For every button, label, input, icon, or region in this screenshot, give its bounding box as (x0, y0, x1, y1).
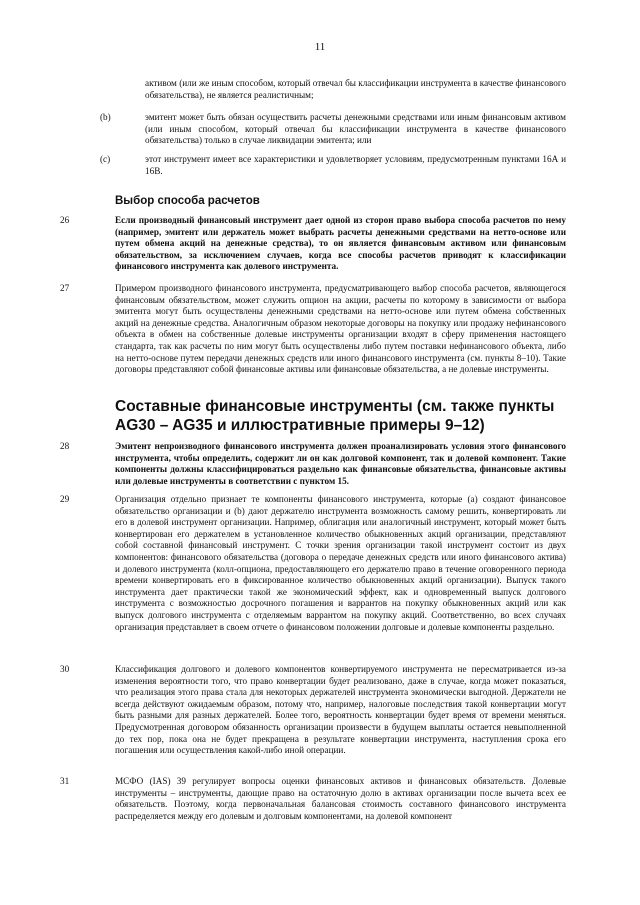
paragraph-number: 27 (60, 283, 70, 293)
sub-item-b (60, 112, 566, 147)
paragraph-29 (60, 494, 566, 633)
section-heading: Составные финансовые инструменты (см. также пункты AG30 – AG35 и иллюстративные примеры 9–12) (115, 398, 555, 434)
sub-item-text: активом (или же иным способом, который отвечал бы классификации инструмента в качестве финансового обязательства), не является реалистичным; (145, 78, 566, 100)
paragraph-number: 29 (60, 494, 70, 504)
paragraph-text: Эмитент непроизводного финансового инструмента должен проанализировать условия этого финансового инструмента, чтобы определить, содержит ли он как долговой компонент, так и долевой компонент. Такие компоненты должны классифицироваться раздельно как финансовые обязательства, финансовые активы или долевые инструменты в соответствии с пунктом 15. (115, 441, 566, 486)
sub-item-text: эмитент может быть обязан осуществить расчеты денежными средствами или иным финансовым активом (или иным способом, который отвечал бы классификации инструмента в качестве финансового обязательства) только в случае ликвидации эмитента; или (145, 112, 566, 146)
paragraph-number: 30 (60, 664, 70, 674)
sub-item-text: этот инструмент имеет все характеристики и удовлетворяет условиям, предусмотренным пунктами 16А и 16В. (145, 154, 566, 176)
paragraph-28 (60, 441, 566, 487)
page-number: 11 (314, 41, 326, 53)
paragraph-text: Если производный финансовый инструмент дает одной из сторон право выбора способа расчетов по нему (например, эмитент или держатель может выбрать расчеты денежными средствами на нетто-основе или путем обмена акций на денежные средства), то он является финансовым активом или финансовым обязательством, за исключением случаев, когда все способы расчетов приводят к классификации финансового инструмента как долевого инструмента. (115, 215, 566, 272)
paragraph-number: 31 (60, 776, 70, 786)
paragraph-text: Организация отдельно признает те компоненты финансового инструмента, которые (а) создают финансовое обязательство организации и (b) дают держателю инструмента возможность самому решить, конвертировать ли его в долевой инструмент организации. Например, облигация или аналогичный инструмент, который может быть конвертирован его держателем в установленное количество обыкновенных акций организации, представляют собой составной финансовый инструмент. С точки зрения организации такой инструмент состоит из двух компонентов: финансового обязательства (договора о передаче денежных средств или иного финансового актива) и долевого инструмента (колл-опциона, предоставляющего его держателю право в течение оговоренного периода времени конвертировать его в фиксированное количество обыкновенных акций организации). Выпуск такого инструмента дает практически такой же экономический эффект, как и одновременный выпуск долгового инструмента с возможностью досрочного погашения и варрантов на покупку обыкновенных акций или как выпуск долгового инструмента с отделяемым варрантом на покупку акций. Соответственно, во всех случаях организация представляет в своем отчете о финансовом положении долговые и долевые компоненты раздельно. (115, 494, 566, 632)
section-heading: Выбор способа расчетов (115, 195, 260, 207)
paragraph-text: Примером производного финансового инструмента, предусматривающего выбор способа расчетов, являющегося финансовым обязательством, может служить опцион на акции, расчеты по которому в зависимости от выбора эмитента могут быть осуществлены денежными средствами на нетто-основе или путем обмена собственных акций на денежные средства. Аналогичным образом некоторые договоры на покупку или продажу нефинансового объекта в обмен на собственные долевые инструменты организации входят в сферу применения настоящего стандарта, так как расчеты по ним могут быть осуществлены либо путем поставки нефинансового объекта, либо на нетто-основе путем передачи денежных средств или иного финансового инструмента (см. пункты 8–10). Такие договоры представляют собой финансовые активы или финансовые обязательства, а не долевые инструменты. (115, 283, 566, 375)
paragraph-26 (60, 215, 566, 273)
sub-item-c (60, 154, 566, 177)
sub-item-continuation (60, 78, 566, 101)
paragraph-30 (60, 664, 566, 757)
paragraph-text: Классификация долгового и долевого компонентов конвертируемого инструмента не пересматривается из-за изменения вероятности того, что право конвертации будет реализовано, даже в случае, когда может показаться, что реализация этого права стала для некоторых держателей инструмента экономически выгодной. Держатели не всегда действуют ожидаемым образом, потому что, например, налоговые последствия такой конвертации могут быть разными для разных держателей. Более того, вероятность конвертации будет время от времени меняться. Предусмотренная договором обязанность организации произвести в будущем выплаты остается невыполненной до тех пор, пока она не будет прекращена в результате конвертации инструмента, наступления срока его погашения или осуществления какой-либо иной операции. (115, 664, 566, 756)
paragraph-number: 28 (60, 441, 70, 451)
sub-item-label: (b) (100, 112, 111, 122)
paragraph-31 (60, 776, 566, 822)
paragraph-27 (60, 283, 566, 376)
paragraph-text: МСФО (IAS) 39 регулирует вопросы оценки финансовых активов и финансовых обязательств. Долевые инструменты – инструменты, дающие право на остаточную долю в активах организации после вычета всех ее обязательств. Поэтому, когда первоначальная балансовая стоимость составного финансового инструмента распределяется между его долевым и долговым компонентами, на долевой компонент (115, 776, 566, 821)
sub-item-label: (c) (100, 154, 111, 164)
paragraph-number: 26 (60, 215, 70, 225)
